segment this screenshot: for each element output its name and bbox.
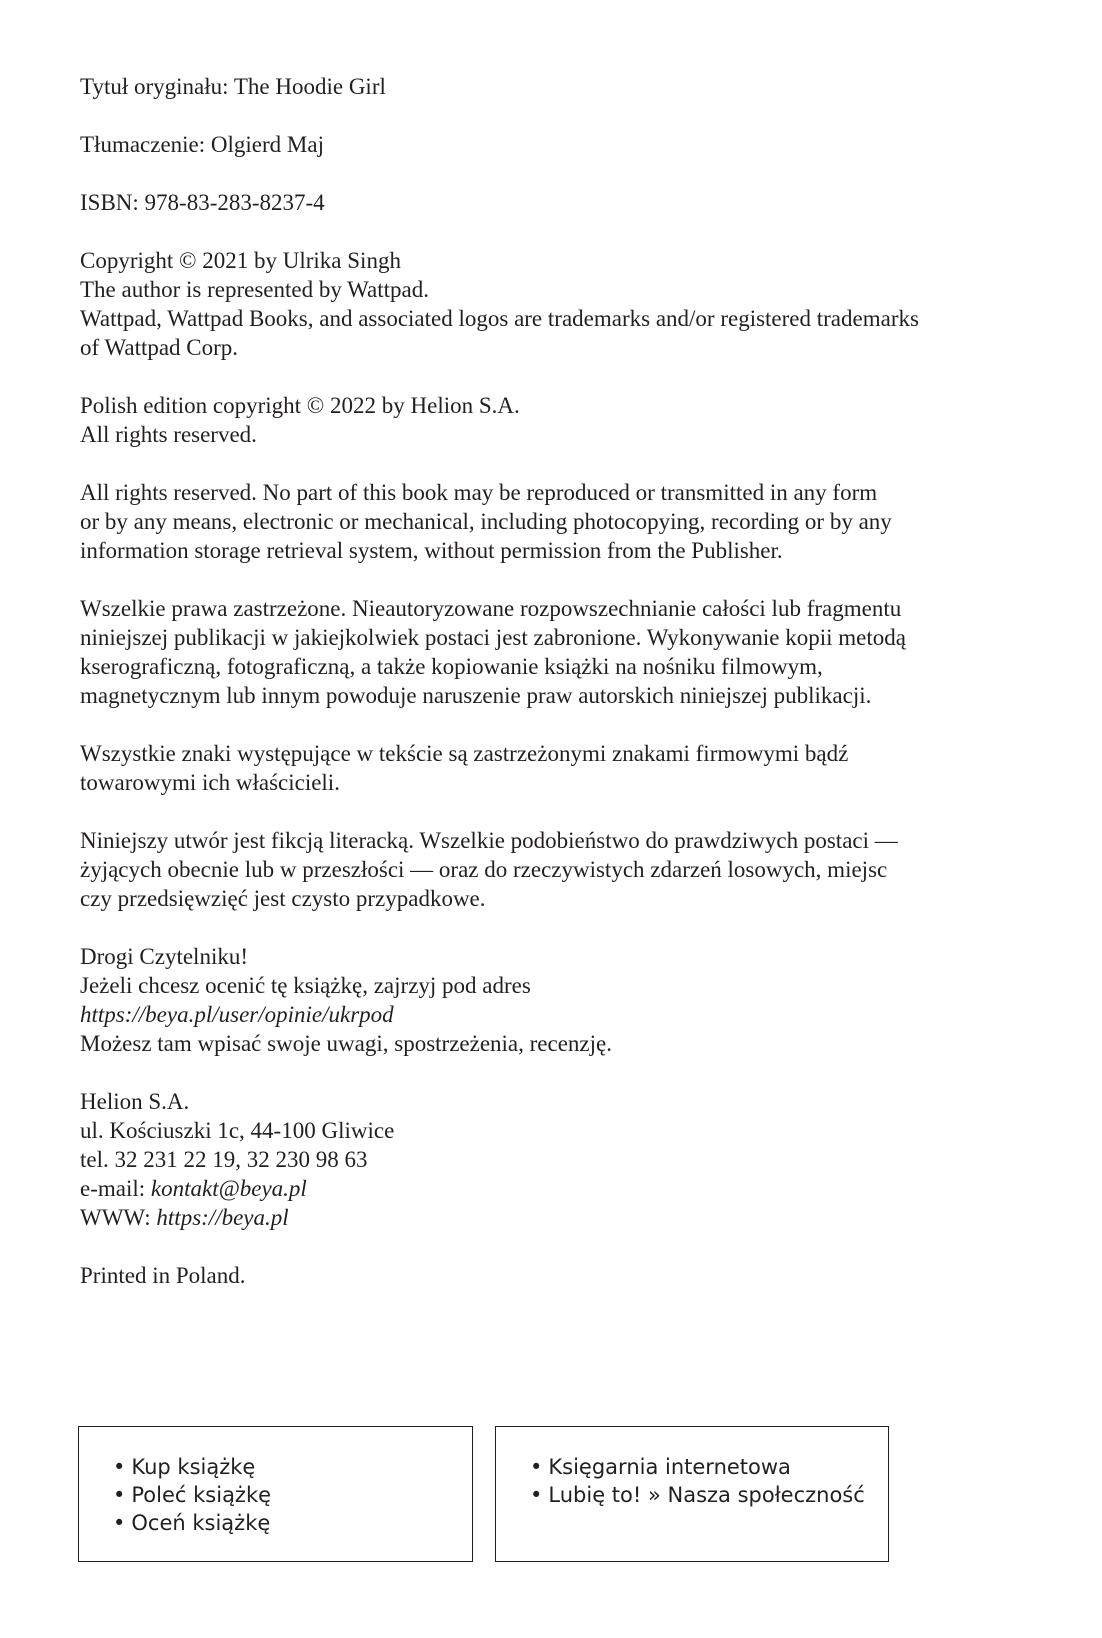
copyright-block [80, 246, 1040, 362]
review-link[interactable]: https://beya.pl/user/opinie/ukrpod [80, 1002, 394, 1027]
publisher-block [80, 1087, 1040, 1232]
copyright-line: The author is represented by Wattpad. [80, 277, 429, 302]
isbn-block [80, 188, 1040, 217]
translator: Tłumaczenie: Olgierd Maj [80, 132, 324, 157]
rights-en-line: All rights reserved. No part of this book may be reproduced or transmitted in any form [80, 480, 878, 505]
rights-pl-block [80, 594, 1040, 710]
isbn: ISBN: 978-83-283-8237-4 [80, 190, 325, 215]
printed-block [80, 1261, 1040, 1290]
fiction-line: Niniejszy utwór jest fikcją literacką. Wszelkie podobieństwo do prawdziwych postaci — [80, 828, 898, 853]
bullet: • [530, 1455, 543, 1479]
trademarks-line: Wszystkie znaki występujące w tekście są zastrzeżonymi znakami firmowymi bądź [80, 741, 849, 766]
original-title: Tytuł oryginału: The Hoodie Girl [80, 74, 386, 99]
rate-book-label: Oceń książkę [131, 1511, 271, 1535]
buy-book-link[interactable] [113, 1453, 472, 1481]
printed-in: Printed in Poland. [80, 1263, 246, 1288]
email-link[interactable]: kontakt@beya.pl [150, 1176, 307, 1201]
rights-pl-line: Wszelkie prawa zastrzeżone. Nieautoryzowane rozpowszechnianie całości lub fragmentu [80, 596, 902, 621]
www-link[interactable]: https://beya.pl [156, 1205, 289, 1230]
fiction-block [80, 826, 1040, 913]
polish-edition-block [80, 391, 1040, 449]
bullet: • [113, 1455, 126, 1479]
rights-pl-line: kserograficzną, fotograficzną, a także kopiowanie książki na nośniku filmowym, [80, 654, 823, 679]
trademarks-block [80, 739, 1040, 797]
publisher-name: Helion S.A. [80, 1089, 190, 1114]
polish-edition-line: Polish edition copyright © 2022 by Helion S.A. [80, 393, 520, 418]
rights-en-line: information storage retrieval system, without permission from the Publisher. [80, 538, 783, 563]
reader-block [80, 942, 1040, 1058]
original-title-block [80, 72, 1040, 101]
online-bookstore-link[interactable] [530, 1453, 888, 1481]
www-label: WWW: [80, 1205, 157, 1230]
rights-en-line: or by any means, electronic or mechanical, including photocopying, recording or by any [80, 509, 892, 534]
reader-greeting: Drogi Czytelniku! [80, 944, 248, 969]
buy-book-label: Kup książkę [131, 1455, 256, 1479]
translation-block [80, 130, 1040, 159]
imprint-page [80, 72, 1040, 1319]
email-label: e-mail: [80, 1176, 151, 1201]
trademarks-line: towarowymi ich właścicieli. [80, 770, 340, 795]
rights-en-block [80, 478, 1040, 565]
recommend-book-label: Poleć książkę [131, 1483, 272, 1507]
bullet: • [113, 1483, 126, 1507]
community-label: Lubię to! » Nasza społeczność [548, 1483, 865, 1507]
community-link[interactable] [530, 1481, 888, 1509]
book-actions-box [78, 1426, 473, 1562]
publisher-phone: tel. 32 231 22 19, 32 230 98 63 [80, 1147, 368, 1172]
copyright-line: Copyright © 2021 by Ulrika Singh [80, 248, 401, 273]
community-box [495, 1426, 889, 1562]
recommend-book-link[interactable] [113, 1481, 472, 1509]
fiction-line: czy przedsięwzięć jest czysto przypadkowe. [80, 886, 486, 911]
rate-book-link[interactable] [113, 1509, 472, 1537]
publisher-email-row [80, 1174, 1040, 1203]
copyright-line: of Wattpad Corp. [80, 335, 239, 360]
online-bookstore-label: Księgarnia internetowa [548, 1455, 791, 1479]
publisher-address: ul. Kościuszki 1c, 44-100 Gliwice [80, 1118, 395, 1143]
publisher-www-row [80, 1203, 1040, 1232]
rights-pl-line: niniejszej publikacji w jakiejkolwiek postaci jest zabronione. Wykonywanie kopii metodą [80, 625, 906, 650]
polish-edition-line: All rights reserved. [80, 422, 257, 447]
copyright-line: Wattpad, Wattpad Books, and associated logos are trademarks and/or registered trademarks [80, 306, 919, 331]
reader-line: Jeżeli chcesz ocenić tę książkę, zajrzyj pod adres [80, 973, 531, 998]
bullet: • [530, 1483, 543, 1507]
fiction-line: żyjących obecnie lub w przeszłości — oraz do rzeczywistych zdarzeń losowych, miejsc [80, 857, 888, 882]
reader-note: Możesz tam wpisać swoje uwagi, spostrzeżenia, recenzję. [80, 1031, 612, 1056]
rights-pl-line: magnetycznym lub innym powoduje naruszenie praw autorskich niniejszej publikacji. [80, 683, 872, 708]
bullet: • [113, 1511, 126, 1535]
